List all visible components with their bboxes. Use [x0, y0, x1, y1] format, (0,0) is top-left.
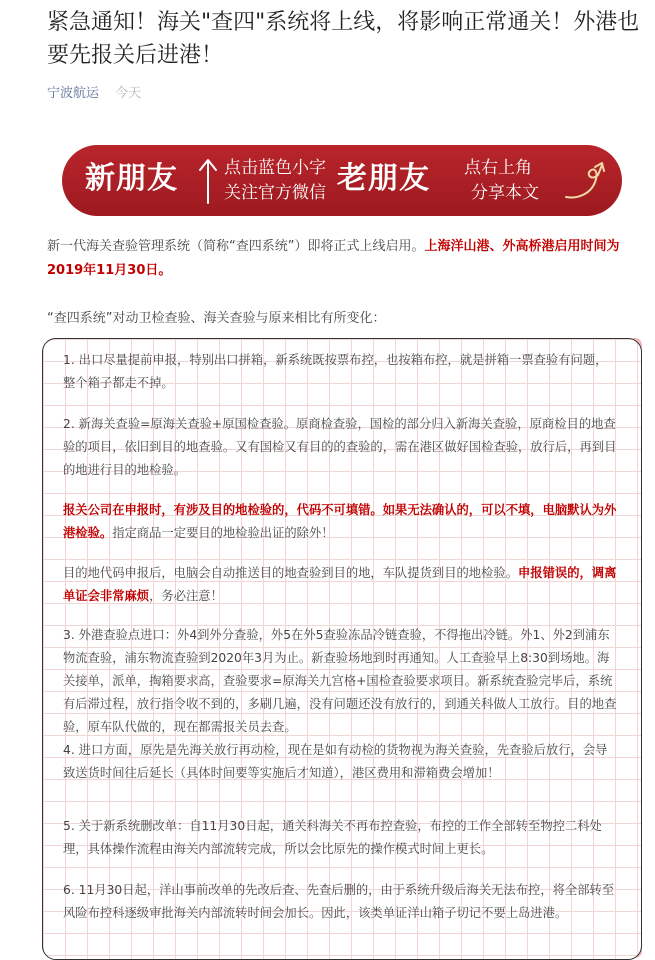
- item-highlight: 报关公司在申报时，有涉及目的地检验的，代码不可填错。如果无法确认的，可以不填，电脑默认为外港检验。: [63, 503, 617, 540]
- list-item: [63, 499, 619, 545]
- banner-left-line2: 关注官方微信: [224, 183, 326, 203]
- banner-right-line1: 点右上角: [464, 158, 532, 178]
- item-text: 指定商品一定要目的地检验出证的除外！: [112, 526, 334, 540]
- intro-text: 新一代海关查验管理系统（简称“查四系统”）即将正式上线启用。: [47, 239, 425, 254]
- list-item: 5. 关于新系统删改单：自11月30日起，通关科海关不再布控查验，布控的工作全部转至物控二科处理，具体操作流程由海关内部流转完成，所以会比原先的操作模式时间上更长。: [63, 819, 602, 856]
- list-item: 2. 新海关查验=原海关查验+原国检查验。原商检查验，国检的部分归入新海关查验，原商检目的地查验的项目，依旧到目的地查验。又有国检又有目的的查验的，需在港区做好国检查验，放行后，再到目的地进行目的地检验。: [63, 417, 617, 477]
- intro-paragraph: [47, 235, 639, 283]
- list-item: 4. 进口方面，原先是先海关放行再动检，现在是如有动检的货物视为海关查验，先查验后放行，会导致送货时间往后延长（具体时间要等实施后才知道），港区费用和滞箱费会增加！: [63, 743, 608, 780]
- notice-box: [42, 338, 642, 960]
- item-text: 目的地代码申报后，电脑会自动推送目的地查验到目的地，车队提货到目的地检验。: [63, 566, 518, 580]
- banner-new-friend: 新朋友: [85, 161, 178, 196]
- article-title: 紧急通知！海关"查四"系统将上线，将影响正常通关！外港也要先报关后进港！: [47, 10, 640, 68]
- curved-arrow-icon: [562, 159, 608, 203]
- article-meta: [47, 82, 141, 101]
- item-tail: ，务必注意！: [149, 589, 223, 603]
- list-item: 6. 11月30日起，洋山事前改单的先改后查、先查后删的，由于系统升级后海关无法布控，将全部转至风险布控科逐级审批海关内部流转时间会加长。因此，该类单证洋山箱子切记不要上岛进港。: [63, 883, 615, 920]
- banner-right-line2: 分享本文: [471, 183, 539, 203]
- intro-highlight: 上海洋山港、外高桥港启用时间为2019年11月30日。: [47, 239, 620, 278]
- banner-old-friend: 老朋友: [337, 161, 430, 196]
- publish-time: 今天: [115, 86, 142, 101]
- banner-left-line1: 点击蓝色小字: [224, 158, 326, 178]
- lead-paragraph: “查四系统”对动卫检查验、海关查验与原来相比有所变化：: [47, 311, 386, 326]
- follow-banner[interactable]: [62, 145, 622, 216]
- item-highlight: 申报错误的，调离单证会非常麻烦: [63, 566, 617, 603]
- list-item: 3. 外港查验点进口：外4到外分查验，外5在外5查验冻品冷链查验，不得拖出冷链。外1、外2到浦东物流查验，浦东物流查验到2020年3月为止。新查验场地到时再通知。人工查验早上8:30到场地。海关接单，派单，掏箱要求高，查验要求=原海关九宫格+国检查验要求项目。新系统查验完毕后，系统有后滞过程，放行指令收不到的，多刷几遍，没有问题还没有放行的，到通关科做人工放行。目的地查验，原车队代做的，现在都需报关员去查。: [63, 628, 617, 734]
- up-arrow-icon: [197, 157, 219, 205]
- author-link[interactable]: 宁波航运: [47, 86, 100, 101]
- list-item: 1. 出口尽量提前申报，特别出口拼箱，新系统既按票布控，也按箱布控，就是拼箱一票查验有问题，整个箱子都走不掉。: [63, 353, 608, 390]
- list-item: [63, 562, 619, 608]
